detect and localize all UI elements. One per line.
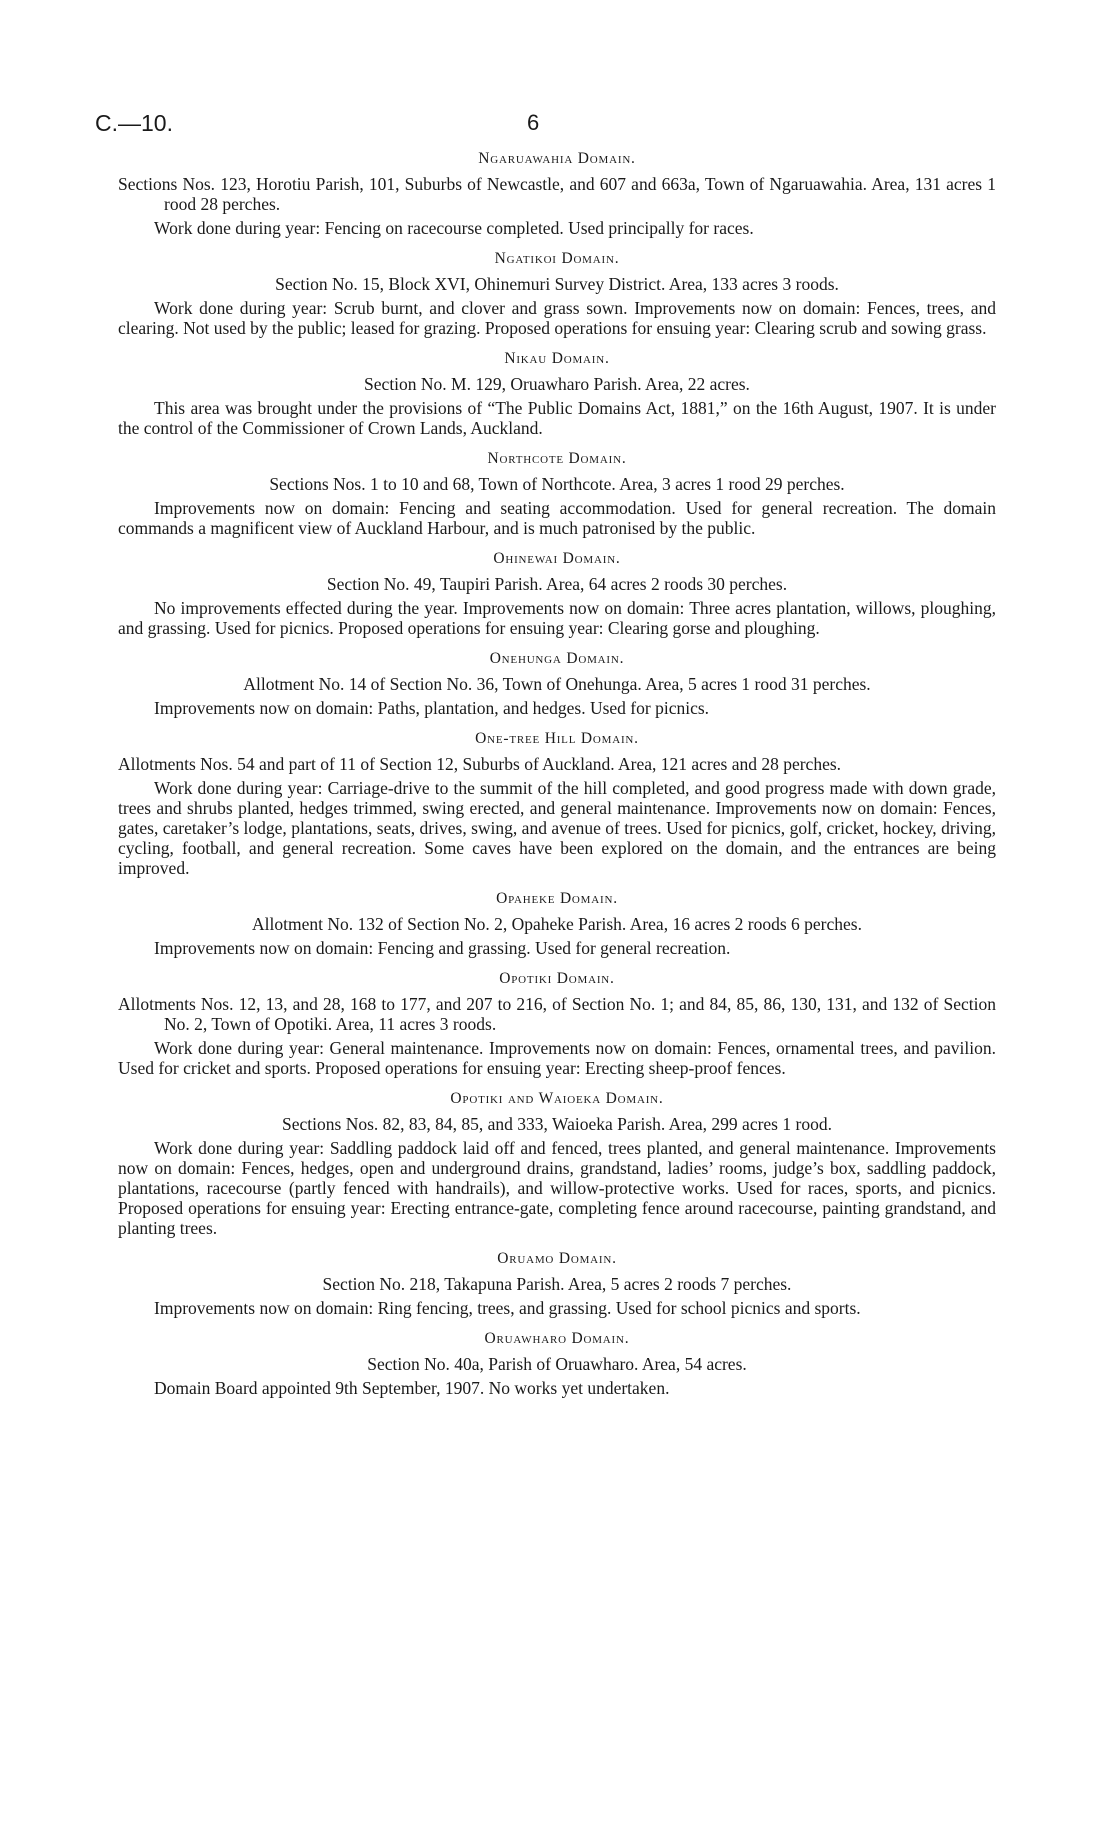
page-header: [95, 110, 995, 140]
section-location: Section No. 40a, Parish of Oruawharo. Area, 54 acres.: [367, 1354, 747, 1374]
section-details: Improvements now on domain: Ring fencing, trees, and grassing. Used for school picnics and sports.: [154, 1298, 861, 1318]
section-details: Work done during year: Carriage-drive to the summit of the hill completed, and good progress made with down grade, trees and shrubs planted, hedges trimmed, swing erected, and general maintenance. Improvements now on domain: Fences, gates, caretaker’s lodge, plantations, seats, drives, swing, and avenue of trees. Used for picnics, golf, cricket, hockey, driving, cycling, football, and general recreation. Some caves have been explored on the domain, and the entrances are being improved.: [118, 778, 996, 878]
domain-section-opotiki: [118, 970, 996, 1078]
section-details: Improvements now on domain: Fencing and grassing. Used for general recreation.: [154, 938, 731, 958]
section-title: Opaheke Domain.: [496, 890, 618, 907]
domain-section-northcote: [118, 450, 996, 538]
domain-section-one-tree-hill: [118, 730, 996, 878]
section-location: Allotments Nos. 54 and part of 11 of Section 12, Suburbs of Auckland. Area, 121 acres and 28 perches.: [118, 754, 842, 774]
section-location: Section No. 49, Taupiri Parish. Area, 64 acres 2 roods 30 perches.: [326, 574, 788, 594]
domain-section-ngatikoi: [118, 250, 996, 338]
document-body: [118, 150, 996, 1398]
page-number: 6: [527, 110, 540, 135]
section-details: No improvements effected during the year. Improvements now on domain: Three acres plantation, willows, ploughing, and grassing. Used for picnics. Proposed operations for ensuing year: Clearing gorse and ploughing.: [118, 598, 996, 638]
section-title: Opotiki Domain.: [499, 970, 615, 987]
domain-section-nikau: [118, 350, 996, 438]
section-details: Domain Board appointed 9th September, 1907. No works yet undertaken.: [154, 1378, 670, 1398]
section-location: Allotment No. 132 of Section No. 2, Opaheke Parish. Area, 16 acres 2 roods 6 perches.: [252, 914, 862, 934]
section-title: One-tree Hill Domain.: [475, 730, 639, 747]
section-details: Work done during year: General maintenance. Improvements now on domain: Fences, ornamental trees, and pavilion. Used for cricket and sports. Proposed operations for ensuing year: Erecting sheep-proof fences.: [118, 1038, 996, 1078]
section-details: Improvements now on domain: Paths, plantation, and hedges. Used for picnics.: [154, 698, 710, 718]
section-location: Sections Nos. 1 to 10 and 68, Town of Northcote. Area, 3 acres 1 rood 29 perches.: [269, 474, 845, 494]
section-title: Oruamo Domain.: [497, 1250, 617, 1267]
domain-section-opaheke: [118, 890, 996, 958]
section-title: Ngaruawahia Domain.: [478, 150, 636, 167]
section-title: Nikau Domain.: [504, 350, 610, 367]
domain-section-onehunga: [118, 650, 996, 718]
domain-section-ngaruawahia: [118, 150, 996, 238]
section-details: Improvements now on domain: Fencing and seating accommodation. Used for general recreation. The domain commands a magnificent view of Auckland Harbour, and is much patronised by the public.: [118, 498, 996, 538]
section-title: Opotiki and Waioeka Domain.: [450, 1090, 664, 1107]
section-title: Ngatikoi Domain.: [494, 250, 620, 267]
section-location: Sections Nos. 123, Horotiu Parish, 101, Suburbs of Newcastle, and 607 and 663a, Town of Ngaruawahia. Area, 131 acres 1 rood 28 perches.: [118, 174, 996, 214]
section-details: Work done during year: Fencing on racecourse completed. Used principally for races.: [154, 218, 754, 238]
section-location: Sections Nos. 82, 83, 84, 85, and 333, Waioeka Parish. Area, 299 acres 1 rood.: [282, 1114, 832, 1134]
domain-section-opotiki-waioeka: [118, 1090, 996, 1238]
section-title: Northcote Domain.: [487, 450, 627, 467]
section-title: Onehunga Domain.: [489, 650, 625, 667]
section-details: Work done during year: Saddling paddock laid off and fenced, trees planted, and general maintenance. Improvements now on domain: Fences, hedges, open and underground drains, grandstand, ladies’ rooms, judge’s box, saddling paddock, plantations, racecourse (partly fenced with handrails), and willow-protective works. Used for races, sports, and picnics. Proposed operations for ensuing year: Erecting entrance-gate, completing fence around racecourse, painting grandstand, and planting trees.: [118, 1138, 996, 1238]
section-location: Allotment No. 14 of Section No. 36, Town of Onehunga. Area, 5 acres 1 rood 31 perches.: [243, 674, 871, 694]
domain-section-oruawharo: [118, 1330, 996, 1398]
section-location: Allotments Nos. 12, 13, and 28, 168 to 177, and 207 to 216, of Section No. 1; and 84, 85, 86, 130, 131, and 132 of Section No. 2, Town of Opotiki. Area, 11 acres 3 roods.: [118, 994, 996, 1034]
section-location: Section No. 15, Block XVI, Ohinemuri Survey District. Area, 133 acres 3 roods.: [275, 274, 839, 294]
section-title: Ohinewai Domain.: [493, 550, 621, 567]
section-title: Oruawharo Domain.: [484, 1330, 630, 1347]
domain-section-ohinewai: [118, 550, 996, 638]
section-location: Section No. M. 129, Oruawharo Parish. Area, 22 acres.: [364, 374, 750, 394]
section-details: Work done during year: Scrub burnt, and clover and grass sown. Improvements now on domain: Fences, trees, and clearing. Not used by the public; leased for grazing. Proposed operations for ensuing year: Clearing scrub and sowing grass.: [118, 298, 996, 338]
section-location: Section No. 218, Takapuna Parish. Area, 5 acres 2 roods 7 perches.: [322, 1274, 792, 1294]
report-reference: C.—10.: [95, 110, 173, 136]
domain-section-oruamo: [118, 1250, 996, 1318]
section-details: This area was brought under the provisions of “The Public Domains Act, 1881,” on the 16th August, 1907. It is under the control of the Commissioner of Crown Lands, Auckland.: [118, 398, 996, 438]
